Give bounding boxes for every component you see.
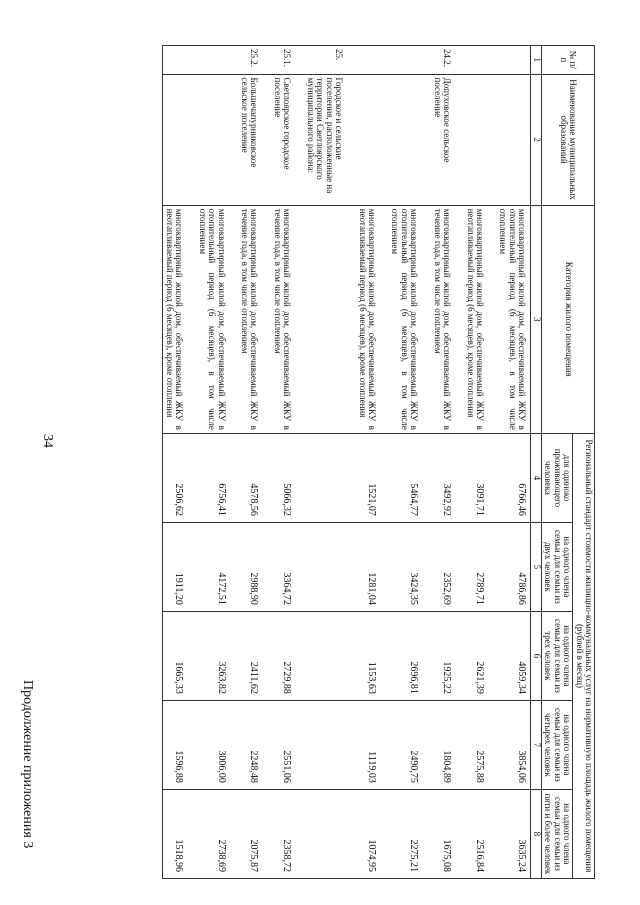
- column-index: 1: [531, 46, 541, 75]
- cost-value: 3006,00: [196, 700, 226, 789]
- row-number: [196, 46, 226, 75]
- cost-value: 3091,71: [464, 433, 485, 522]
- housing-category: многоквартирный жилой дом, обеспечиваемый ЖКУ в неотапливаемый период (6 месяцев), кроме отопления: [356, 205, 377, 433]
- cost-value: 1596,88: [163, 700, 184, 789]
- municipality-name: Городское и сельские поселения, расположенные на территории Светлоярского муниципального района:: [304, 74, 344, 205]
- municipality-name: [497, 74, 531, 205]
- municipality-name: [163, 74, 184, 205]
- municipality-name: [464, 74, 485, 205]
- cost-value: 2988,90: [239, 522, 260, 611]
- cost-value: 1665,33: [163, 611, 184, 700]
- header-single: для одиноко проживающего человека: [541, 433, 572, 522]
- cost-value: 2490,75: [389, 700, 419, 789]
- row-number: 25.1.: [272, 46, 293, 75]
- cost-value: 1281,04: [356, 522, 377, 611]
- cost-value: 3263,82: [196, 611, 226, 700]
- municipality-name: [196, 74, 226, 205]
- cost-value: 5464,77: [389, 433, 419, 522]
- municipality-name: [389, 74, 419, 205]
- table-spacer: [260, 46, 272, 879]
- housing-category: многоквартирный жилой дом, обеспечиваемый ЖКУ в отопительный период (6 месяцев), в том числе отоплением: [497, 205, 531, 433]
- cost-value: 2729,88: [272, 611, 293, 700]
- cost-value: 2516,84: [464, 789, 485, 878]
- cost-value: 1911,20: [163, 522, 184, 611]
- cost-value: [304, 522, 344, 611]
- cost-value: 2248,48: [239, 700, 260, 789]
- housing-category: [304, 205, 344, 433]
- table-spacer: [227, 46, 239, 879]
- housing-cost-table: [162, 45, 595, 879]
- table-spacer: [452, 46, 464, 879]
- row-number: [497, 46, 531, 75]
- cost-value: 2075,87: [239, 789, 260, 878]
- column-index: 8: [531, 789, 541, 878]
- cost-value: 4059,34: [497, 611, 531, 700]
- column-index: 7: [531, 700, 541, 789]
- cost-value: 4172,51: [196, 522, 226, 611]
- cost-value: [304, 700, 344, 789]
- cost-value: 6756,41: [196, 433, 226, 522]
- table-row: [239, 46, 260, 879]
- cost-value: 2789,71: [464, 522, 485, 611]
- table-row: [196, 46, 226, 879]
- column-index: 5: [531, 522, 541, 611]
- cost-value: 2738,69: [196, 789, 226, 878]
- cost-value: 3635,24: [497, 789, 531, 878]
- table-row: [431, 46, 452, 879]
- table-spacer: [485, 46, 497, 879]
- column-index: 4: [531, 433, 541, 522]
- cost-value: 6766,46: [497, 433, 531, 522]
- row-number: [464, 46, 485, 75]
- cost-value: 2275,21: [389, 789, 419, 878]
- cost-value: 4786,86: [497, 522, 531, 611]
- municipality-name: Допуховское сельское поселение: [431, 74, 452, 205]
- header-family-4: на одного члена семьи для семьи из четырех человек: [541, 700, 572, 789]
- housing-category: многоквартирный жилой дом, обеспечиваемый ЖКУ в неотапливаемый период (6 месяцев), кроме отопления: [464, 205, 485, 433]
- table-spacer: [377, 46, 389, 879]
- cost-value: 1925,22: [431, 611, 452, 700]
- cost-value: 2696,81: [389, 611, 419, 700]
- header-municipality: Наименование муниципальных образований: [541, 74, 594, 205]
- cost-value: 1518,96: [163, 789, 184, 878]
- column-index: 6: [531, 611, 541, 700]
- housing-category: многоквартирный жилой дом, обеспечиваемый ЖКУ в течение года, в том числе отоплением: [239, 205, 260, 433]
- page-number: 34: [40, 434, 55, 448]
- cost-value: 3854,06: [497, 700, 531, 789]
- municipality-name: Светлоярское городское поселение: [272, 74, 293, 205]
- cost-value: 1804,89: [431, 700, 452, 789]
- cost-value: 3492,92: [431, 433, 452, 522]
- cost-value: 4578,56: [239, 433, 260, 522]
- cost-value: 2506,62: [163, 433, 184, 522]
- cost-value: 3424,35: [389, 522, 419, 611]
- housing-category: многоквартирный жилой дом, обеспечиваемый ЖКУ в течение года, в том числе отоплением: [272, 205, 293, 433]
- cost-value: 2575,88: [464, 700, 485, 789]
- table-row: [389, 46, 419, 879]
- header-number: № п/п: [541, 46, 594, 75]
- cost-value: 2352,69: [431, 522, 452, 611]
- column-index: 3: [531, 205, 541, 433]
- housing-category: многоквартирный жилой дом, обеспечиваемый ЖКУ в отопительный период (6 месяцев), в том числе отоплением: [196, 205, 226, 433]
- header-family-3: на одного члена семьи для семьи из трех человек: [541, 611, 572, 700]
- cost-value: 1074,95: [356, 789, 377, 878]
- header-regional-standard: Региональный стандарт стоимости жилищно-коммунальных услуг на нормативную площадь жилого помещения (рублей в месяц): [573, 433, 595, 878]
- row-number: [356, 46, 377, 75]
- cost-value: [304, 611, 344, 700]
- cost-value: 2551,06: [272, 700, 293, 789]
- table-spacer: [184, 46, 196, 879]
- cost-value: 2358,72: [272, 789, 293, 878]
- housing-category: многоквартирный жилой дом, обеспечиваемый ЖКУ в течение года, в том числе отоплением: [431, 205, 452, 433]
- row-number: 25.: [304, 46, 344, 75]
- row-number: 25.2.: [239, 46, 260, 75]
- table-spacer: [292, 46, 304, 879]
- housing-category: многоквартирный жилой дом, обеспечиваемый ЖКУ в отопительный период (6 месяцев), в том числе отоплением: [389, 205, 419, 433]
- housing-category: многоквартирный жилой дом, обеспечиваемый ЖКУ в неотапливаемый период (6 месяцев), кроме отопления: [163, 205, 184, 433]
- table-spacer: [419, 46, 431, 879]
- municipality-name: [356, 74, 377, 205]
- cost-value: 1153,63: [356, 611, 377, 700]
- row-number: 24.2.: [431, 46, 452, 75]
- header-family-2: на одного члена семьи для семьи из двух человек: [541, 522, 572, 611]
- cost-value: 5066,32: [272, 433, 293, 522]
- table-row: [497, 46, 531, 879]
- cost-value: 3364,72: [272, 522, 293, 611]
- table-row: [304, 46, 344, 879]
- header-family-5: на одного члена семьи для семьи из пяти и более человек: [541, 789, 572, 878]
- cost-value: 1675,08: [431, 789, 452, 878]
- column-index: 2: [531, 74, 541, 205]
- row-number: [163, 46, 184, 75]
- table-row: [464, 46, 485, 879]
- cost-value: 2621,39: [464, 611, 485, 700]
- table-row: [272, 46, 293, 879]
- header-category: Категория жилого помещения: [541, 205, 594, 433]
- table-row: [163, 46, 184, 879]
- cost-value: [304, 433, 344, 522]
- municipality-name: Большечапурниковское сельское поселение: [239, 74, 260, 205]
- table-row: [356, 46, 377, 879]
- cost-value: 1119,03: [356, 700, 377, 789]
- cost-value: 2411,62: [239, 611, 260, 700]
- cost-value: 1521,07: [356, 433, 377, 522]
- appendix-title: Продолжение приложения 3: [20, 680, 35, 849]
- table-spacer: [344, 46, 356, 879]
- row-number: [389, 46, 419, 75]
- cost-value: [304, 789, 344, 878]
